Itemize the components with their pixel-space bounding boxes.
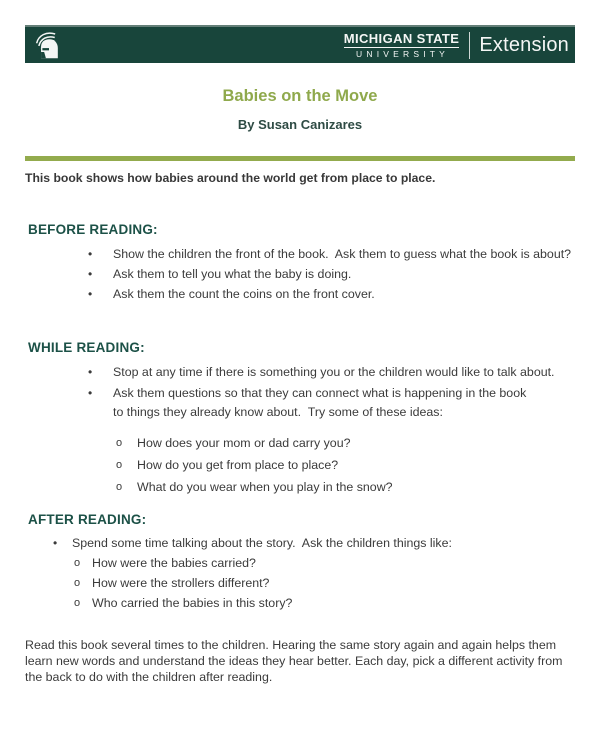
bullet-item (0, 244, 600, 264)
sub-bullet-marker: o (74, 577, 81, 589)
sub-bullet-item (0, 476, 600, 498)
page-title: Babies on the Move (222, 87, 378, 105)
section-heading: AFTER READING: (28, 512, 147, 527)
sub-bullet-item (0, 432, 600, 454)
sub-bullet-item (0, 553, 600, 573)
sub-bullet-item (0, 454, 600, 476)
sub-bullet-item (0, 573, 600, 593)
bullet-text: Stop at any time if there is something you or the children would like to talk about. (113, 365, 555, 379)
byline: By Susan Canizares (237, 117, 363, 132)
sub-bullet-text: How were the strollers different? (92, 576, 270, 590)
sub-bullet-text: How do you get from place to place? (137, 458, 339, 472)
section-heading: BEFORE READING: (28, 222, 158, 237)
section-before-reading (0, 222, 600, 304)
wordmark-divider (469, 32, 470, 59)
closing-paragraph: Read this book several times to the children. Hearing the same story again and again helps them learn new words and understand the ideas they hear better. Each day, pick a different activity from the back to do with the children after reading. (25, 638, 566, 684)
bullet-item (0, 284, 600, 304)
section-while-reading (0, 340, 600, 498)
bullet-text: Spend some time talking about the story. Ask the children things like: (72, 536, 452, 550)
sub-bullet-marker: o (74, 597, 81, 609)
sub-bullet-text: How were the babies carried? (92, 556, 256, 570)
bullet-item (0, 264, 600, 284)
wordmark-university: UNIVERSITY (356, 48, 450, 59)
sub-bullet-marker: o (116, 459, 123, 471)
bullet-text: Ask them to tell you what the baby is doing. (113, 267, 352, 281)
bullet-marker: • (88, 386, 93, 400)
bullet-text: Show the children the front of the book. Ask them to guess what the book is about? (113, 247, 572, 261)
divider-rule (25, 156, 575, 161)
sub-bullet-text: Who carried the babies in this story? (92, 596, 293, 610)
sub-bullet-item (0, 593, 600, 613)
sub-bullet-marker: o (116, 481, 123, 493)
bullet-item (0, 362, 600, 383)
bullet-text-continuation: to things they already know about. Try some of these ideas: (113, 405, 443, 419)
bullet-text: Ask them questions so that they can connect what is happening in the book (113, 386, 527, 400)
sub-bullet-text: What do you wear when you play in the snow? (137, 480, 393, 494)
bullet-marker: • (88, 287, 93, 301)
sub-bullet-text: How does your mom or dad carry you? (137, 436, 351, 450)
bullet-marker: • (88, 365, 93, 379)
bullet-text: Ask them the count the coins on the front cover. (113, 287, 375, 301)
section-after-reading (0, 512, 600, 613)
bullet-marker: • (88, 267, 93, 281)
bullet-marker: • (88, 247, 93, 261)
bullet-marker: • (53, 536, 58, 550)
msu-header-bar (25, 25, 575, 63)
sub-bullet-marker: o (74, 557, 81, 569)
bullet-item (0, 383, 600, 404)
intro-text: This book shows how babies around the world get from place to place. (25, 171, 436, 185)
wordmark-michigan-state: MICHIGAN STATE (343, 30, 460, 46)
bullet-item (0, 533, 600, 553)
msu-extension-wordmark (344, 32, 569, 59)
spartan-helmet-icon (34, 30, 64, 60)
extension-label: Extension (479, 33, 569, 56)
sub-bullet-marker: o (116, 437, 123, 449)
section-heading: WHILE READING: (28, 340, 145, 355)
